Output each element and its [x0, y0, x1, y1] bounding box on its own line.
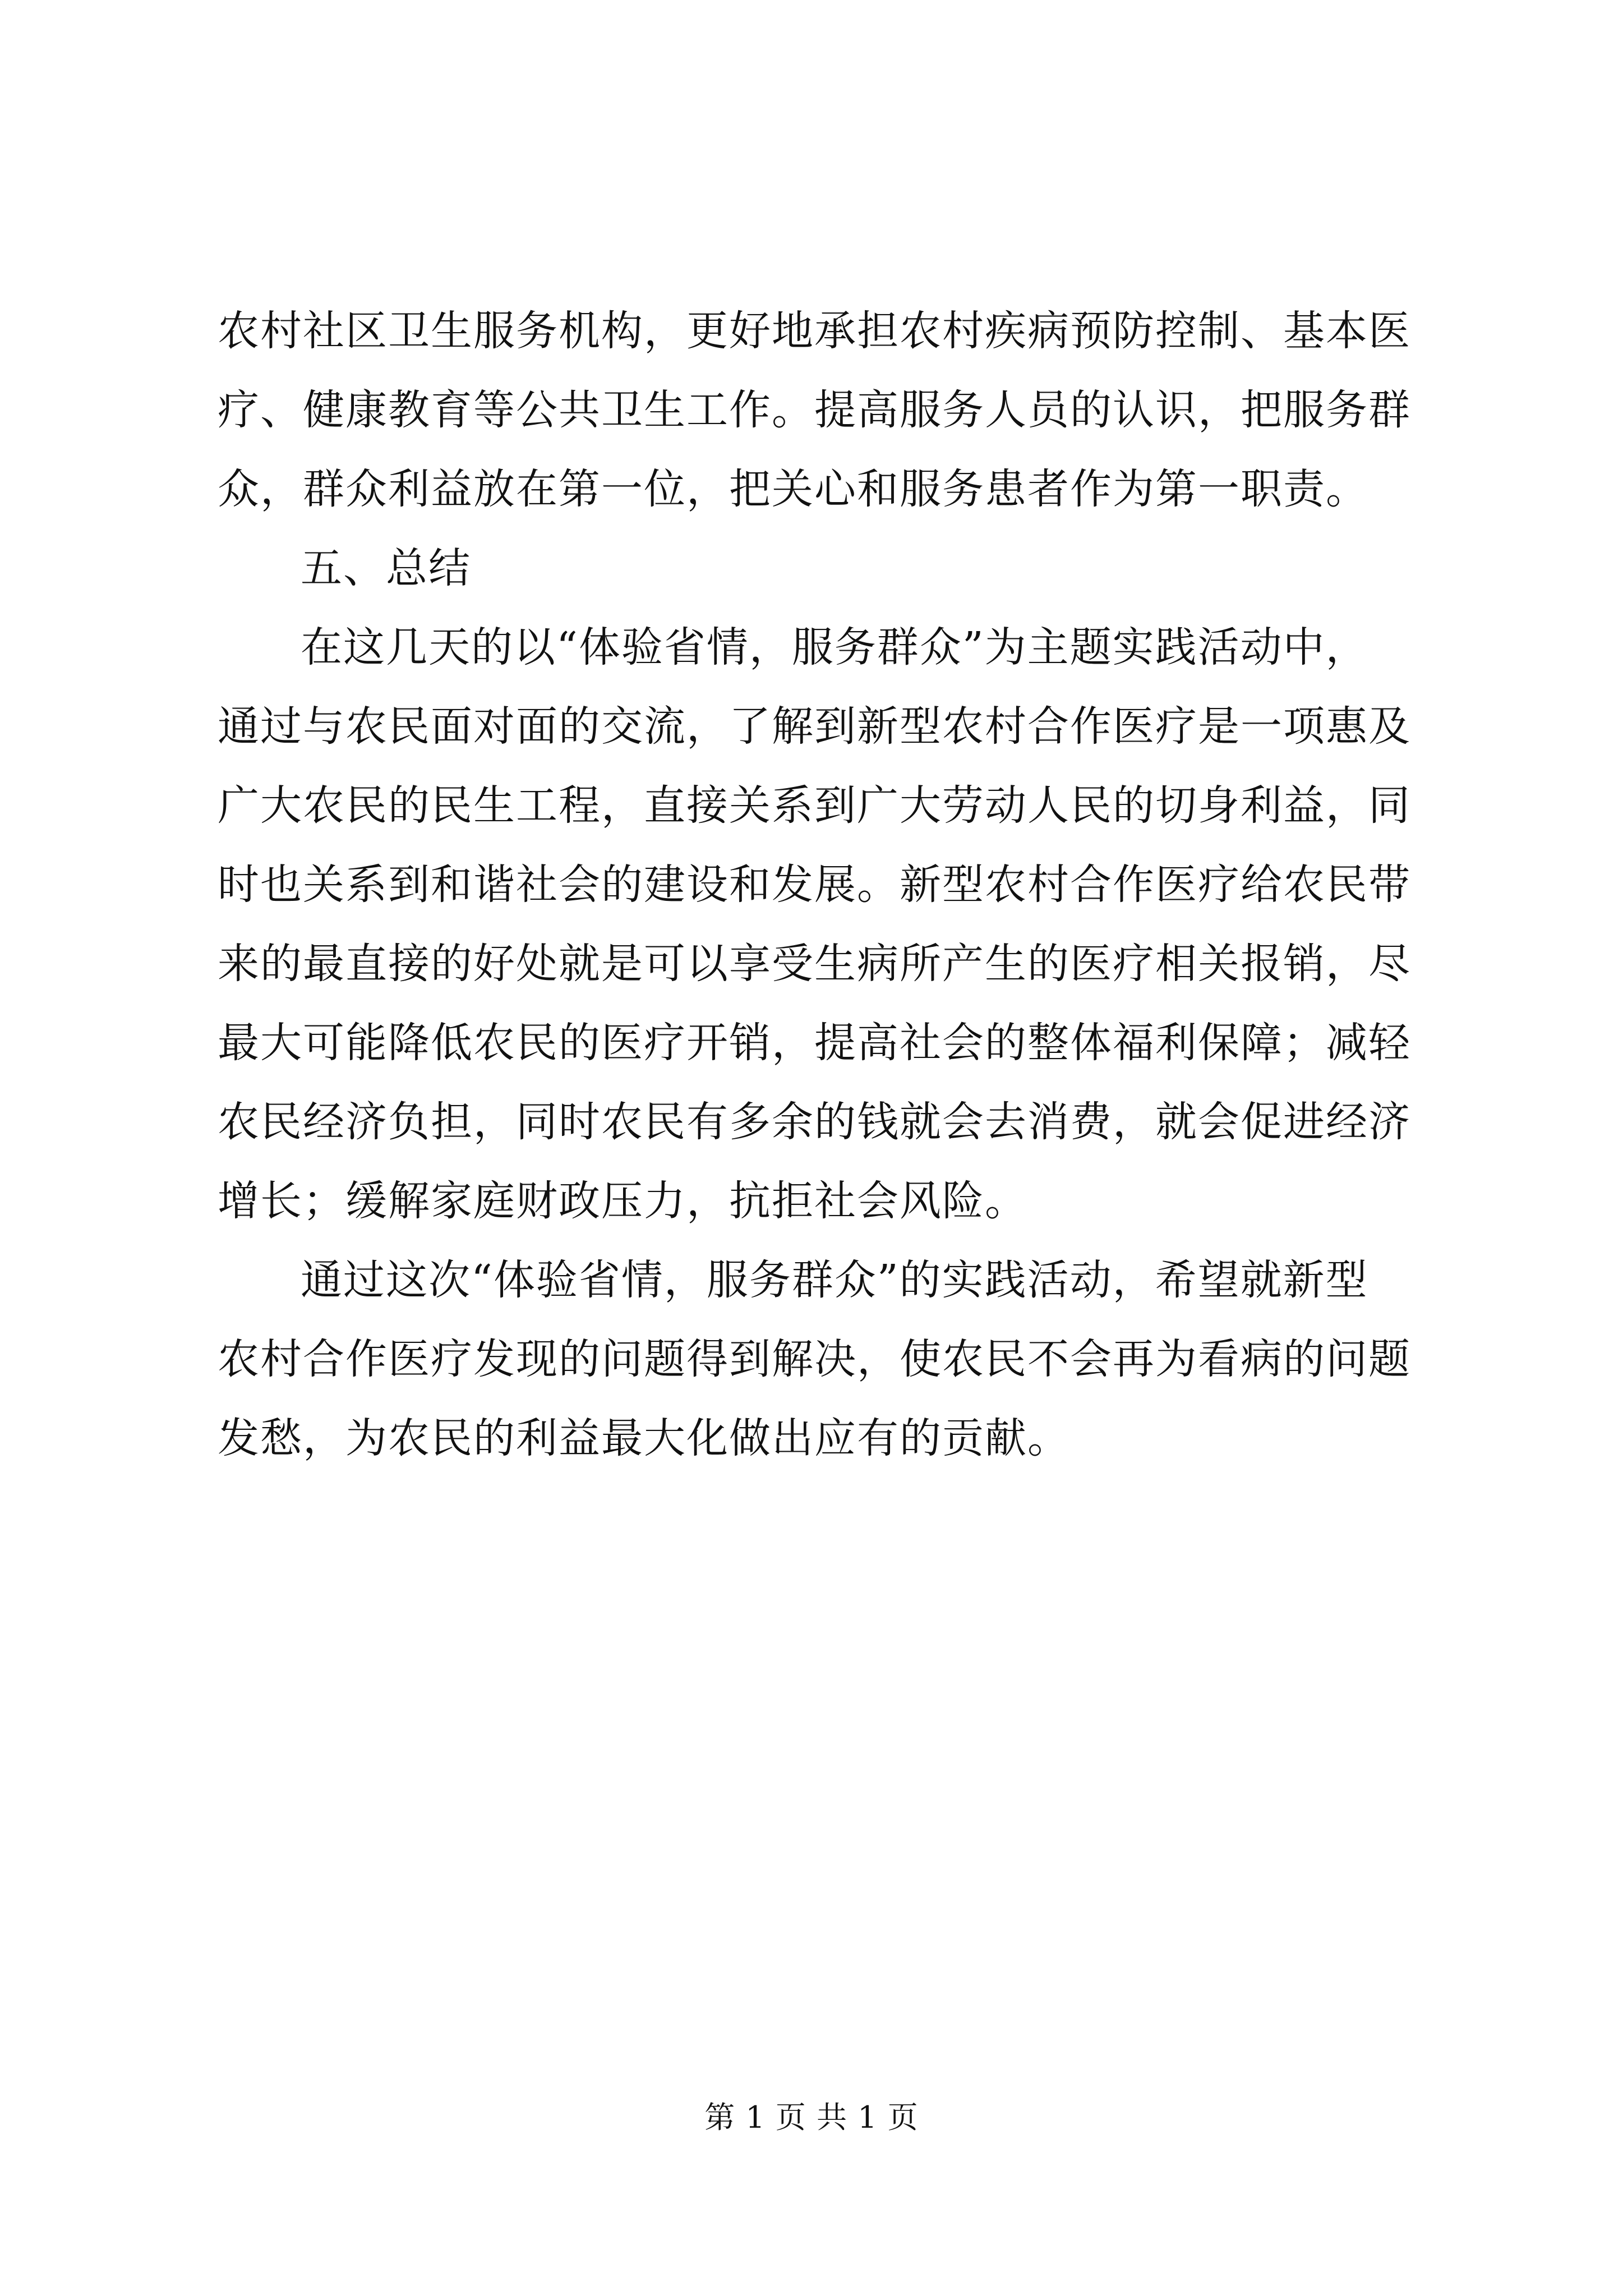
paragraph-conclusion: [218, 1241, 1435, 1478]
heading-text: 五、总结: [301, 544, 471, 592]
text-line: 农民经济负担，同时农民有多余的钱就会去消费，就会促进经济: [218, 1098, 1411, 1146]
text-line: 发愁，为农民的利益最大化做出应有的贡献。: [218, 1414, 1070, 1462]
text-line: 农村合作医疗发现的问题得到解决，使农民不会再为看病的问题: [218, 1335, 1411, 1383]
section-heading-summary: [218, 529, 1435, 608]
text-line: 通过这次“体验省情，服务群众”的实践活动，希望就新型: [301, 1256, 1368, 1304]
paragraph-rural-health-service: [218, 292, 1435, 529]
text-line: 来的最直接的好处就是可以享受生病所产生的医疗相关报销，尽: [218, 940, 1411, 988]
text-line: 最大可能降低农民的医疗开销，提高社会的整体福利保障；减轻: [218, 1019, 1411, 1067]
text-line: 众，群众利益放在第一位，把关心和服务患者作为第一职责。: [218, 465, 1368, 513]
document-body: [218, 292, 1435, 1478]
page-footer: [0, 2098, 1623, 2137]
text-line: 增长；缓解家庭财政压力，抗拒社会风险。: [218, 1177, 1027, 1225]
text-line: 通过与农民面对面的交流，了解到新型农村合作医疗是一项惠及: [218, 702, 1411, 751]
text-line: 在这几天的以“体验省情，服务群众”为主题实践活动中，: [301, 623, 1368, 671]
paragraph-summary-body: [218, 608, 1435, 1241]
text-line: 时也关系到和谐社会的建设和发展。新型农村合作医疗给农民带: [218, 861, 1411, 909]
text-line: 疗、健康教育等公共卫生工作。提高服务人员的认识，把服务群: [218, 386, 1411, 434]
text-line: 广大农民的民生工程，直接关系到广大劳动人民的切身利益，同: [218, 781, 1411, 830]
text-line: 农村社区卫生服务机构，更好地承担农村疾病预防控制、基本医: [218, 307, 1411, 355]
page-number-label: 第 1 页 共 1 页: [704, 2100, 919, 2135]
